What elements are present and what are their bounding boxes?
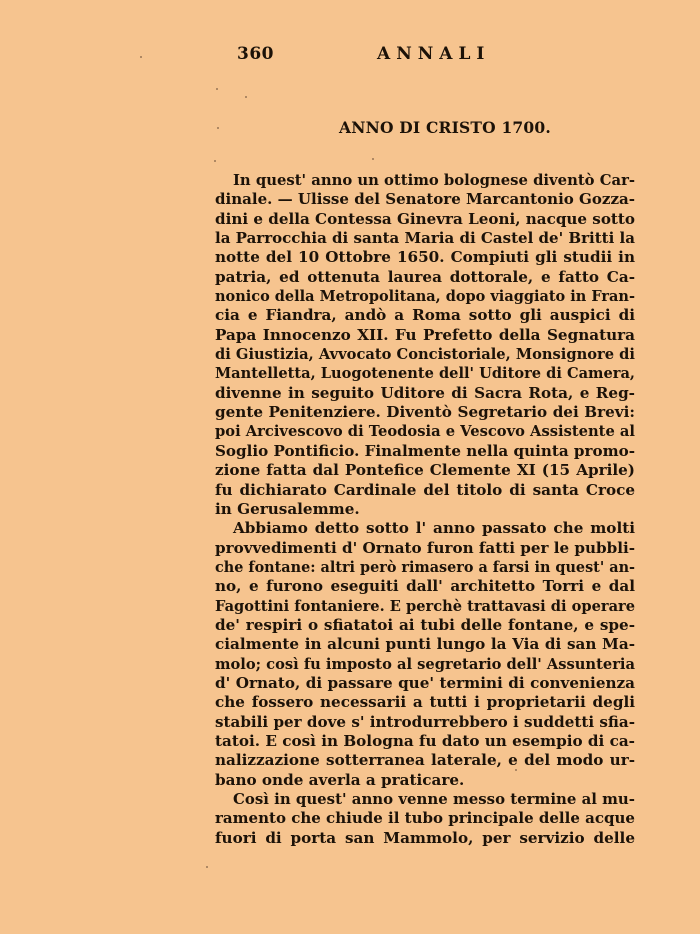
scan-speck [515, 769, 517, 771]
text-line: bano onde averla a praticare. [215, 770, 465, 789]
text-line: d' Ornato, di passare que' termini di convenienza [215, 673, 635, 692]
text-line: Soglio Pontificio. Finalmente nella quinta promo- [215, 441, 635, 460]
text-line: nalizzazione sotterranea laterale, e del modo ur- [215, 751, 635, 770]
running-header [215, 44, 635, 66]
running-title: ANNALI [377, 44, 491, 64]
text-line: de' respiri o sfiatatoi ai tubi delle fontane, e spe- [215, 615, 635, 634]
text-line: provvedimenti d' Ornato furon fatti per le pubbli- [215, 538, 636, 557]
text-line: no, e furono eseguiti dall' architetto Torri e dal [215, 577, 635, 596]
page-number: 360 [237, 44, 274, 64]
scan-speck [216, 88, 218, 90]
text-line: stabili per dove s' introdurrebbero i suddetti sfia- [215, 712, 636, 731]
text-line: poi Arcivescovo di Teodosia e Vescovo Assistente al [215, 422, 636, 441]
text-line: cia e Fiandra, andò a Roma sotto gli auspici di [215, 306, 635, 325]
text-line: che fossero necessarii a tutti i proprietarii degli [215, 693, 635, 712]
text-line: in Gerusalemme. [215, 499, 360, 518]
text-line: la Parrocchia di santa Maria di Castel de' Britti la [215, 229, 636, 248]
scan-speck [372, 158, 374, 160]
scan-speck [217, 127, 219, 129]
text-line: divenne in seguito Uditore di Sacra Rota, e Reg- [215, 383, 635, 402]
text-line: notte del 10 Ottobre 1650. Compiuti gli studii in [215, 248, 635, 267]
text-line: molo; così fu imposto al segretario dell' Assunteria [215, 654, 636, 673]
scan-speck [140, 56, 142, 58]
text-line: Così in quest' anno venne messo termine al mu- [233, 790, 636, 808]
text-line: patria, ed ottenuta laurea dottorale, e fatto Ca- [215, 267, 635, 286]
text-line: zione fatta dal Pontefice Clemente XI (15 Aprile) [215, 461, 635, 480]
text-line: Papa Innocenzo XII. Fu Prefetto della Segnatura [215, 325, 635, 344]
text-line: dinale. — Ulisse del Senatore Marcantonio Gozza- [215, 190, 636, 209]
scan-speck [214, 160, 216, 162]
scan-speck [206, 866, 208, 868]
body-text [215, 171, 635, 848]
year-heading: ANNO DI CRISTO 1700. [339, 118, 551, 137]
text-line: Mantelletta, Luogotenente dell' Uditore di Camera, [215, 364, 636, 383]
text-line: Fagottini fontaniere. E perchè trattavasi di operare [215, 596, 636, 615]
section-heading [215, 118, 635, 137]
text-line: fu dichiarato Cardinale del titolo di santa Croce [215, 480, 635, 499]
text-line: fuori di porta san Mammolo, per servizio delle [215, 828, 635, 847]
text-line: nonico della Metropolitana, dopo viaggiato in Fran- [215, 287, 635, 306]
scan-speck [245, 96, 247, 98]
text-line: che fontane: altri però rimasero a farsi in quest' an- [215, 557, 636, 576]
text-line: tatoi. E così in Bologna fu dato un esempio di ca- [215, 731, 635, 750]
text-line: ramento che chiude il tubo principale delle acque [215, 809, 635, 828]
text-line: dini e della Contessa Ginevra Leoni, nacque sotto [215, 209, 636, 228]
text-line: cialmente in alcuni punti lungo la Via di san Ma- [215, 635, 635, 654]
text-line: Abbiamo detto sotto l' anno passato che molti [233, 519, 635, 538]
text-line: gente Penitenziere. Diventò Segretario dei Brevi: [215, 403, 635, 422]
text-line: In quest' anno un ottimo bolognese diventò Car- [233, 171, 636, 189]
text-line: di Giustizia, Avvocato Concistoriale, Monsignore di [215, 345, 636, 364]
